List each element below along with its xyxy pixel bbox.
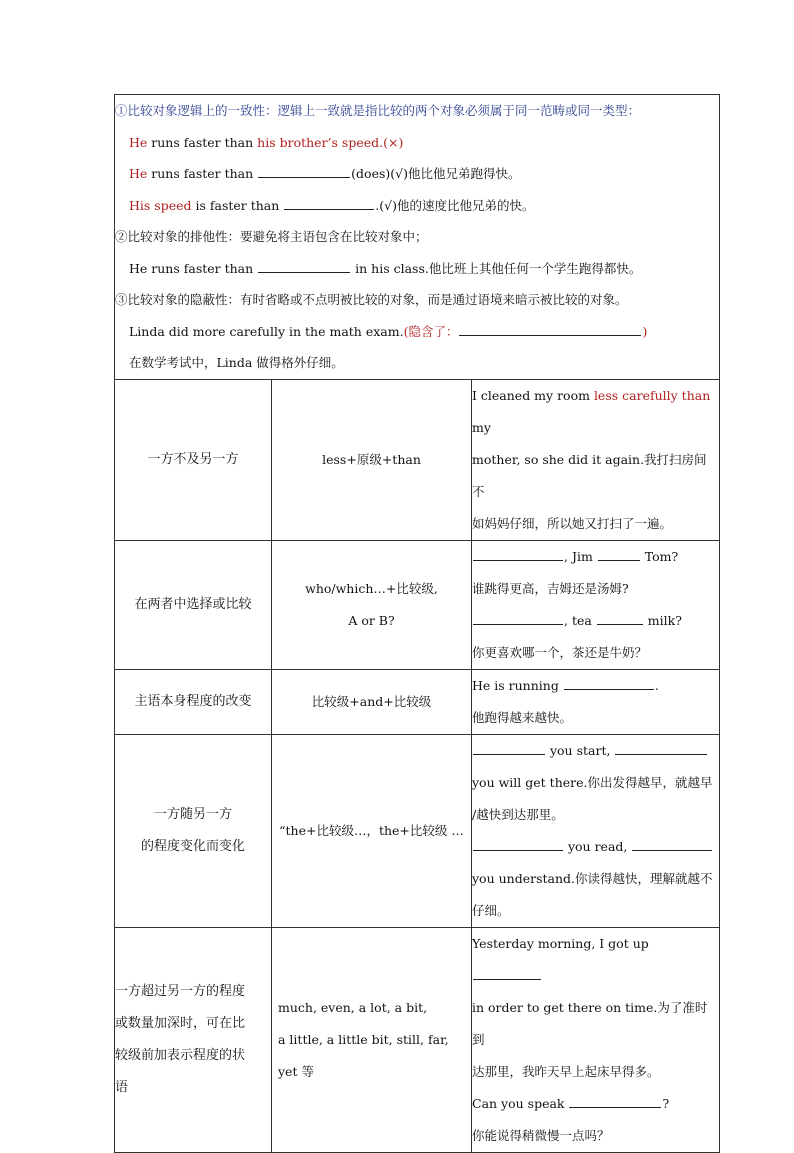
pattern-text: 比较级+and+比较级 [311,693,432,709]
example-cell [472,379,720,540]
usage-text: 一方超过另一方的程度 [115,983,246,999]
example-exclusivity [115,253,719,285]
table-row [115,734,720,927]
example-cell [472,540,720,669]
example-line: 你能说得稍微慢一点吗？ [472,1127,610,1143]
pattern-cell [272,379,472,540]
example-text: Linda did more carefully in the math exam. [129,323,404,339]
usage-cell [115,734,272,927]
pattern-text: much, even, a lot, a bit, [278,999,428,1015]
rule-exclusivity: ②比较对象的排他性：要避免将主语包含在比较对象中； [115,229,428,244]
example-text: my [472,419,491,435]
verb-text: runs faster than [147,134,258,150]
fill-blank[interactable] [473,548,563,561]
example-line: mother, so she did it again.我打扫房间不 [472,451,707,499]
subject-he: He [129,134,148,150]
example-line: /越快到达那里。 [472,806,564,822]
example-correct-does [115,158,719,190]
example-line: you will get there.你出发得越早，就越早 [472,774,713,790]
usage-text: 的程度变化而变化 [140,838,245,854]
subject-he: He [129,166,148,181]
example-line: 他跑得越来越快。 [472,709,573,725]
example-text: milk? [643,612,682,628]
example-line: 达那里，我昨天早上起床早得多。 [472,1063,660,1079]
grammar-table [114,94,720,1153]
fill-blank[interactable] [284,197,374,210]
example-correct-speed [115,190,719,222]
pattern-cell [272,669,472,734]
fill-blank[interactable] [473,838,563,851]
fill-blank[interactable] [564,677,654,690]
pattern-text: who/which…+比较级, [305,580,438,596]
implied-close: ) [642,323,648,339]
example-implicit [115,316,719,348]
pattern-text: a little, a little bit, still, far, [278,1031,449,1047]
example-text: you start, [546,742,615,758]
pattern-text: yet 等 [278,1063,314,1079]
rule-implicitness: ③比较对象的隐蔽性：有时省略或不点明被比较的对象，而是通过语境来暗示被比较的对象。 [115,292,628,307]
usage-cell [115,669,272,734]
table-row [115,669,720,734]
fill-blank[interactable] [569,1095,661,1108]
usage-text: 较级前加表示程度的状 [115,1047,246,1063]
example-line [472,1088,719,1120]
pattern-text: “the+比较级…，the+比较级 … [279,822,464,838]
table-row [115,927,720,1152]
example-text: in his class.他比班上其他任何一个学生跑得都快。 [351,260,642,276]
usage-text: 语 [115,1079,129,1095]
implied-label: (隐含了： [403,323,459,339]
example-text: He runs faster than [129,260,258,276]
fill-blank[interactable] [615,742,707,755]
example-text: , tea [564,612,596,628]
example-cell [472,669,720,734]
correct-mark-text: .(√)他的速度比他兄弟的快。 [375,197,535,213]
fill-blank[interactable] [258,260,350,273]
example-line [472,541,719,573]
usage-text: 在两者中选择或比较 [134,596,252,612]
example-text: Can you speak [472,1095,569,1111]
usage-text: 主语本身程度的改变 [134,693,252,709]
example-text: , Jim [564,548,597,564]
pattern-cell [272,734,472,927]
pattern-text: A or B? [348,612,395,628]
usage-cell [115,540,272,669]
example-line: in order to get there on time.为了准时到 [472,999,708,1047]
subject-his-speed: His speed [129,197,192,213]
correct-mark-text: (does)(√)他比他兄弟跑得快。 [351,166,521,181]
usage-text: 或数量加深时，可在比 [115,1015,246,1031]
pattern-text: less+原级+than [322,451,421,467]
fill-blank[interactable] [597,612,643,625]
verb-text: is faster than [191,197,284,213]
fill-blank[interactable] [473,967,541,980]
usage-cell [115,379,272,540]
example-line: 谁跳得更高，吉姆还是汤姆? [472,580,629,596]
example-line: 如妈妈仔细，所以她又打扫了一遍。 [472,515,673,531]
example-text: Tom? [640,548,679,564]
example-cell [472,734,720,927]
example-text: Yesterday morning, I got up [472,935,649,951]
example-text: . [654,677,659,693]
pattern-cell [272,540,472,669]
example-line [472,605,719,637]
fill-blank[interactable] [473,742,545,755]
example-text: you read, [564,838,632,854]
fill-blank[interactable] [258,165,350,178]
example-implicit-translation: 在数学考试中，Linda 做得格外仔细。 [129,355,344,370]
example-line [472,928,719,992]
wrong-object: his brother’s speed.(×) [257,134,404,150]
table-row [115,379,720,540]
usage-text: 一方不及另一方 [147,451,239,467]
example-line: 仔细。 [472,902,510,918]
example-line [472,670,719,702]
example-text: He is running [472,677,563,693]
example-wrong [115,127,719,159]
example-cell [472,927,720,1152]
fill-blank[interactable] [473,612,563,625]
usage-text: 一方随另一方 [153,806,232,822]
example-text: ? [662,1095,670,1111]
example-line: you understand.你读得越快，理解就越不 [472,870,713,886]
example-line [472,735,719,767]
highlight-text: less carefully than [593,387,711,403]
verb-text: runs faster than [147,166,258,181]
fill-blank[interactable] [598,548,640,561]
table-row [115,540,720,669]
example-line [472,831,719,863]
example-text: I cleaned my room [472,387,594,403]
intro-row [115,95,720,380]
fill-blank[interactable] [632,838,712,851]
rule-logical-consistency: ①比较对象逻辑上的一致性：逻辑上一致就是指比较的两个对象必须属于同一范畴或同一类型： [115,103,641,118]
pattern-cell [272,927,472,1152]
example-line: 你更喜欢哪一个，茶还是牛奶？ [472,644,648,660]
fill-blank[interactable] [459,323,641,336]
example-line [472,380,719,444]
usage-cell [115,927,272,1152]
intro-cell [115,95,720,380]
